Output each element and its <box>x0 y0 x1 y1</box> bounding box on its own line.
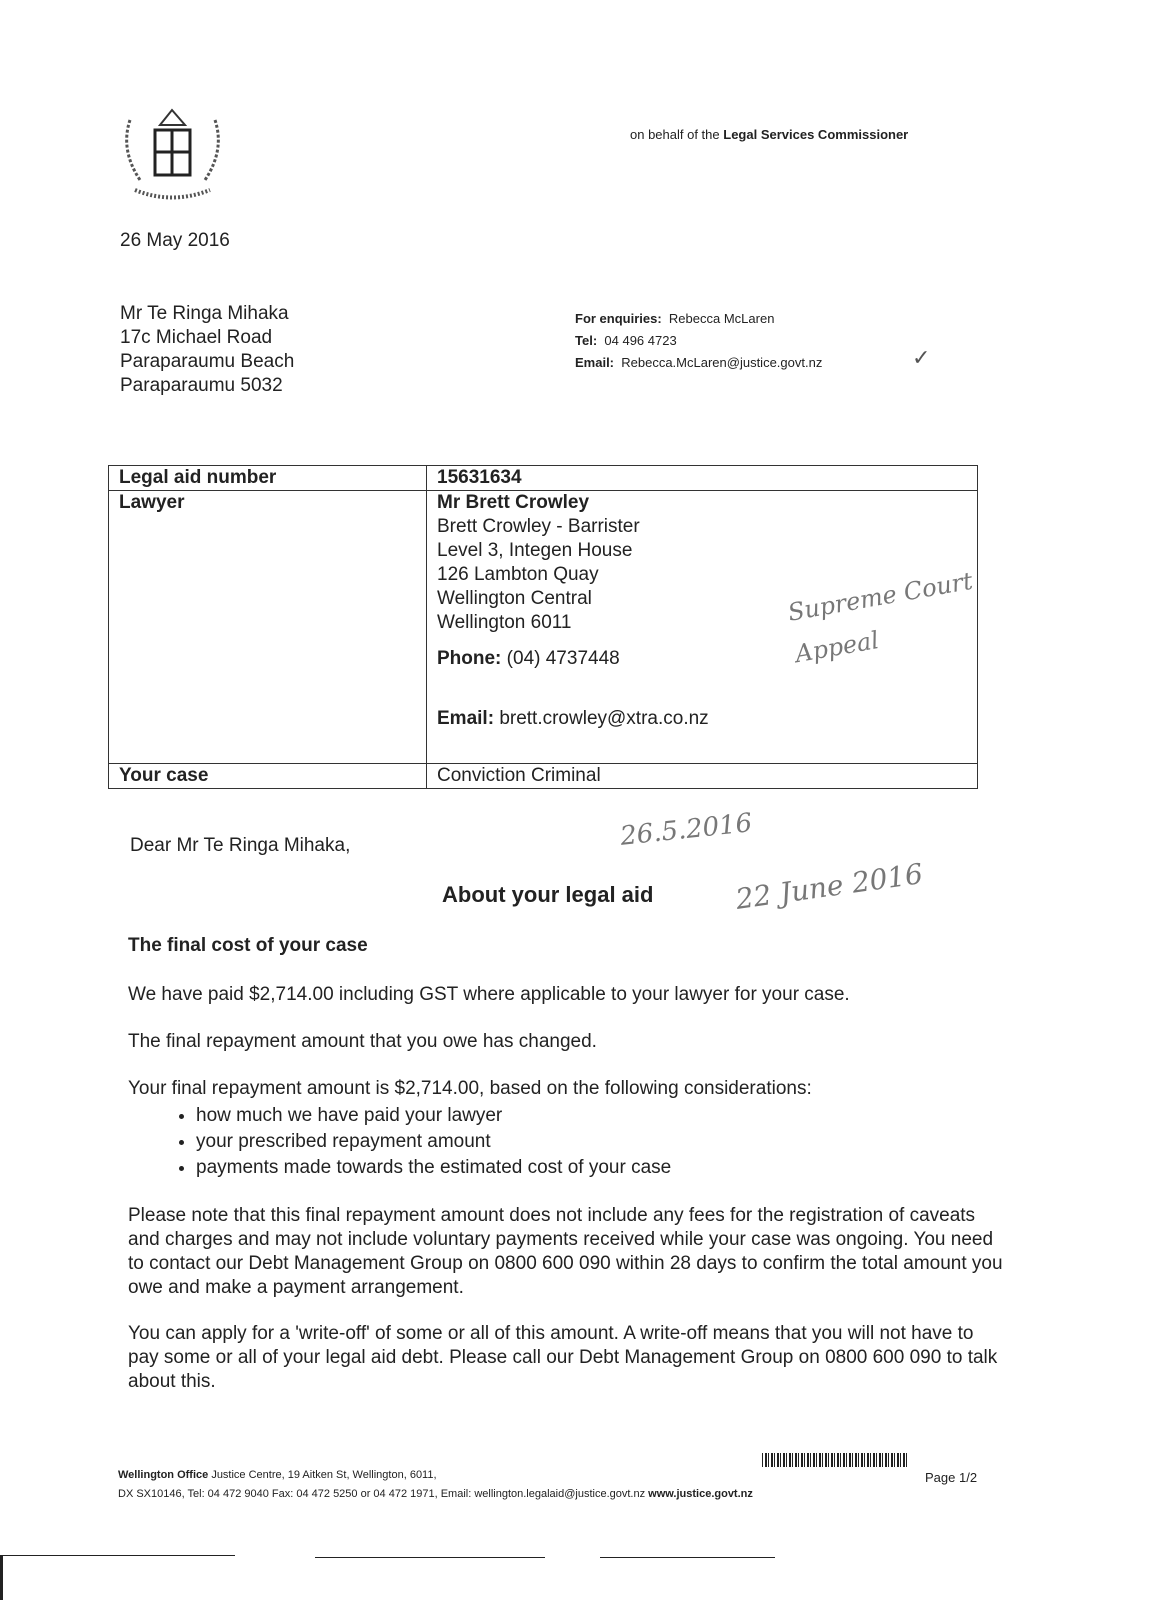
table-row <box>109 764 978 789</box>
email-value[interactable]: Rebecca.McLaren@justice.govt.nz <box>621 355 823 370</box>
email-label: Email: <box>575 355 615 370</box>
lawyer-address-line: Wellington 6011 <box>437 612 572 633</box>
paragraph: Please note that this final repayment amount does not include any fees for the registration of caveats and charges and may not include voluntary payments received while your case was ongoing. You need to contact our Debt Management Group on 0800 600 090 within 28 days to confirm the total amount you owe and make a payment arrangement. <box>128 1205 1003 1298</box>
paragraph: You can apply for a 'write-off' of some or all of this amount. A write-off means that you will not have to pay some or all of your legal aid debt. Please call our Debt Management Group on 0800 600 090 to talk about this. <box>128 1323 998 1392</box>
section-heading: The final cost of your case <box>128 935 368 956</box>
footer <box>118 1466 753 1504</box>
address-line: Paraparaumu 5032 <box>120 375 283 396</box>
handwritten-note: Supreme Court Appeal <box>785 566 975 669</box>
lawyer-name: Mr Brett Crowley <box>437 492 590 513</box>
behalf-prefix: on behalf of the <box>630 127 720 142</box>
barcode <box>762 1453 907 1467</box>
list-item: • your prescribed repayment amount <box>196 1129 671 1155</box>
paragraph: Your final repayment amount is $2,714.00, based on the following considerations: <box>128 1078 812 1099</box>
salutation: Dear Mr Te Ringa Mihaka, <box>130 835 351 856</box>
address-line: Paraparaumu Beach <box>120 351 295 372</box>
considerations-list <box>128 1103 671 1181</box>
lawyer-address-line: Level 3, Integen House <box>437 540 633 561</box>
footer-office: Wellington Office <box>118 1469 209 1481</box>
address-line: 17c Michael Road <box>120 327 273 348</box>
legal-aid-label: Legal aid number <box>109 466 427 491</box>
coat-of-arms-logo <box>115 100 230 210</box>
letter-date: 26 May 2016 <box>120 230 230 251</box>
legal-aid-number: 15631634 <box>427 466 978 491</box>
letter-title: About your legal aid <box>442 882 654 907</box>
handwritten-date: 26.5.2016 <box>618 808 754 852</box>
phone-label: Phone: <box>437 648 502 669</box>
case-label: Your case <box>109 764 427 789</box>
page-number: Page 1/2 <box>925 1470 978 1485</box>
paragraph: The final repayment amount that you owe has changed. <box>128 1031 597 1052</box>
tel-label: Tel: <box>575 333 598 348</box>
address-line: Mr Te Ringa Mihaka <box>120 303 289 324</box>
footer-address: Justice Centre, 19 Aitken St, Wellington, 6011, <box>211 1469 437 1481</box>
lawyer-address-line: 126 Lambton Quay <box>437 564 599 585</box>
tel-value: 04 496 4723 <box>604 333 677 348</box>
scan-edge-line <box>0 1555 235 1556</box>
case-value: Conviction Criminal <box>427 764 978 789</box>
lawyer-label: Lawyer <box>109 491 427 764</box>
table-row <box>109 466 978 491</box>
phone-value: (04) 4737448 <box>506 648 620 669</box>
enquiries-contact: Rebecca McLaren <box>668 311 775 326</box>
scan-edge-line <box>600 1557 775 1558</box>
checkmark-icon: ✓ <box>912 345 931 370</box>
lawyer-address-line: Brett Crowley - Barrister <box>437 516 640 537</box>
behalf-line <box>630 127 908 142</box>
scan-edge-line <box>315 1557 545 1558</box>
lawyer-email-value[interactable]: brett.crowley@xtra.co.nz <box>499 708 709 729</box>
lawyer-email-label: Email: <box>437 708 495 729</box>
list-item: • how much we have paid your lawyer <box>196 1103 671 1129</box>
list-item: • payments made towards the estimated cost of your case <box>196 1155 671 1181</box>
recipient-address <box>120 302 294 398</box>
behalf-org: Legal Services Commissioner <box>723 127 909 142</box>
enquiries-label: For enquiries: <box>575 311 662 326</box>
footer-website[interactable]: www.justice.govt.nz <box>648 1488 753 1500</box>
footer-contacts: DX SX10146, Tel: 04 472 9040 Fax: 04 472 5250 or 04 472 1971, Email: wellington.legalaid@justice.govt.nz <box>118 1488 646 1500</box>
scan-edge-line <box>0 1555 3 1600</box>
enquiries-block <box>575 308 822 374</box>
paragraph: We have paid $2,714.00 including GST where applicable to your lawyer for your case. <box>128 984 850 1005</box>
handwritten-date: 22 June 2016 <box>733 857 925 916</box>
lawyer-address-line: Wellington Central <box>437 588 592 609</box>
